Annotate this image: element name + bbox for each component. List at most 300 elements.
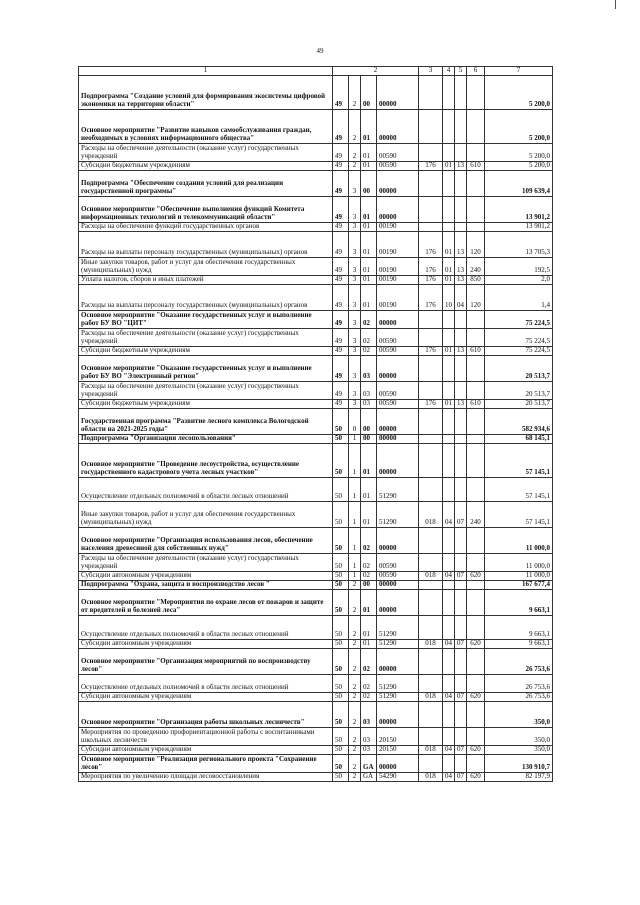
code-direction-cell: 51290 [377, 675, 419, 693]
code-admin-cell [419, 675, 443, 693]
amount-cell: 20 513,7 [485, 356, 553, 382]
code-admin-cell: 018 [419, 773, 443, 782]
code-subsection-cell: 07 [455, 640, 467, 649]
code-section-cell: 01 [443, 258, 455, 276]
code-section-cell [443, 554, 455, 572]
code-section-cell: 01 [443, 276, 455, 285]
code-subprogram-cell: 2 [349, 581, 361, 590]
code-expense-type-cell [467, 144, 485, 162]
code-subprogram-cell: 2 [349, 755, 361, 773]
amount-cell: 350,0 [485, 728, 553, 746]
code-admin-cell [419, 144, 443, 162]
code-subsection-cell [455, 110, 467, 144]
code-admin-cell [419, 478, 443, 502]
code-expense-type-cell [467, 435, 485, 444]
amount-cell: 582 934,6 [485, 409, 553, 435]
table-row [79, 755, 553, 773]
amount-cell: 5 200,0 [485, 162, 553, 171]
row-name-cell: Субсидии автономным учреждениям [79, 746, 333, 755]
code-section-cell: 01 [443, 232, 455, 258]
table-row [79, 232, 553, 258]
code-subprogram-cell: 2 [349, 773, 361, 782]
amount-cell: 5 200,0 [485, 110, 553, 144]
amount-cell: 350,0 [485, 702, 553, 728]
code-event-cell: 01 [361, 444, 377, 478]
table-row [79, 444, 553, 478]
code-subprogram-cell: 2 [349, 590, 361, 616]
code-direction-cell: 51290 [377, 616, 419, 640]
table-row [79, 702, 553, 728]
code-section-cell [443, 311, 455, 329]
code-admin-cell: 018 [419, 693, 443, 702]
code-subprogram-cell: 2 [349, 110, 361, 144]
table-row [79, 356, 553, 382]
table-row [79, 144, 553, 162]
code-subsection-cell [455, 675, 467, 693]
code-program-cell: 49 [333, 400, 349, 409]
code-subsection-cell [455, 478, 467, 502]
code-program-cell: 49 [333, 144, 349, 162]
table-row [79, 773, 553, 782]
code-subprogram-cell: 2 [349, 640, 361, 649]
code-subsection-cell [455, 76, 467, 110]
code-expense-type-cell: 620 [467, 773, 485, 782]
amount-cell: 26 753,6 [485, 693, 553, 702]
row-name-cell: Субсидии бюджетным учреждениям [79, 347, 333, 356]
code-direction-cell: 00000 [377, 444, 419, 478]
code-subsection-cell: 13 [455, 347, 467, 356]
code-program-cell: 50 [333, 693, 349, 702]
code-event-cell: 03 [361, 702, 377, 728]
code-direction-cell: 00000 [377, 581, 419, 590]
code-direction-cell: 00000 [377, 435, 419, 444]
code-event-cell: 00 [361, 435, 377, 444]
code-direction-cell: 00190 [377, 285, 419, 311]
row-name-cell: Расходы на обеспечение деятельности (оказание услуг) государственных учреждений [79, 382, 333, 400]
row-name-cell: Уплата налогов, сборов и иных платежей [79, 276, 333, 285]
code-section-cell: 01 [443, 400, 455, 409]
code-expense-type-cell: 240 [467, 258, 485, 276]
code-expense-type-cell: 850 [467, 276, 485, 285]
table-row [79, 693, 553, 702]
code-admin-cell: 176 [419, 232, 443, 258]
code-program-cell: 50 [333, 478, 349, 502]
table-row [79, 502, 553, 528]
code-section-cell [443, 675, 455, 693]
amount-cell: 350,0 [485, 746, 553, 755]
code-subprogram-cell: 3 [349, 400, 361, 409]
code-event-cell: 03 [361, 356, 377, 382]
code-section-cell: 04 [443, 693, 455, 702]
header-cell: 1 [79, 67, 333, 76]
code-subprogram-cell: 1 [349, 478, 361, 502]
code-direction-cell: 00000 [377, 590, 419, 616]
code-event-cell: 03 [361, 400, 377, 409]
code-expense-type-cell: 610 [467, 162, 485, 171]
table-row [79, 478, 553, 502]
table-row [79, 400, 553, 409]
code-program-cell: 50 [333, 590, 349, 616]
code-section-cell [443, 435, 455, 444]
code-expense-type-cell: 620 [467, 746, 485, 755]
code-subsection-cell [455, 528, 467, 554]
table-row [79, 76, 553, 110]
code-expense-type-cell [467, 590, 485, 616]
row-name-cell: Субсидии автономным учреждениям [79, 572, 333, 581]
code-expense-type-cell [467, 675, 485, 693]
code-event-cell: 03 [361, 382, 377, 400]
code-section-cell [443, 76, 455, 110]
code-admin-cell [419, 554, 443, 572]
code-event-cell: 00 [361, 581, 377, 590]
table-row [79, 746, 553, 755]
code-section-cell [443, 616, 455, 640]
code-section-cell [443, 755, 455, 773]
row-name-cell: Основное мероприятие "Реализация регионального проекта "Сохранение лесов" [79, 755, 333, 773]
code-expense-type-cell [467, 581, 485, 590]
code-admin-cell [419, 311, 443, 329]
amount-cell: 9 663,1 [485, 616, 553, 640]
code-expense-type-cell: 120 [467, 232, 485, 258]
amount-cell: 26 753,6 [485, 675, 553, 693]
code-subsection-cell: 07 [455, 746, 467, 755]
table-row [79, 197, 553, 223]
code-admin-cell: 018 [419, 502, 443, 528]
code-subprogram-cell: 3 [349, 171, 361, 197]
amount-cell: 192,5 [485, 258, 553, 276]
row-name-cell: Основное мероприятие "Организация работы школьных лесничеств" [79, 702, 333, 728]
code-subprogram-cell: 2 [349, 702, 361, 728]
code-subprogram-cell: 3 [349, 311, 361, 329]
code-subprogram-cell: 3 [349, 347, 361, 356]
code-section-cell [443, 382, 455, 400]
code-expense-type-cell [467, 329, 485, 347]
code-subsection-cell [455, 728, 467, 746]
code-program-cell: 50 [333, 572, 349, 581]
code-program-cell: 50 [333, 444, 349, 478]
code-subsection-cell [455, 616, 467, 640]
code-section-cell: 10 [443, 285, 455, 311]
code-expense-type-cell [467, 728, 485, 746]
code-subsection-cell: 13 [455, 258, 467, 276]
code-program-cell: 49 [333, 171, 349, 197]
table-row [79, 171, 553, 197]
code-expense-type-cell [467, 554, 485, 572]
code-subsection-cell: 04 [455, 285, 467, 311]
code-direction-cell: 00000 [377, 755, 419, 773]
row-name-cell: Основное мероприятие "Организация использования лесов, обеспечение населения древесиной для собственных нужд" [79, 528, 333, 554]
code-subprogram-cell: 3 [349, 258, 361, 276]
header-cell: 3 [419, 67, 443, 76]
code-subprogram-cell: 1 [349, 435, 361, 444]
amount-cell: 130 910,7 [485, 755, 553, 773]
code-program-cell: 50 [333, 528, 349, 554]
row-name-cell: Расходы на обеспечение деятельности (оказание услуг) государственных учреждений [79, 554, 333, 572]
code-admin-cell [419, 702, 443, 728]
table-row [79, 528, 553, 554]
code-direction-cell: 00000 [377, 311, 419, 329]
code-direction-cell: 00190 [377, 258, 419, 276]
code-section-cell: 04 [443, 773, 455, 782]
row-name-cell: Осуществление отдельных полномочий в области лесных отношений [79, 675, 333, 693]
code-expense-type-cell: 610 [467, 347, 485, 356]
code-expense-type-cell: 610 [467, 400, 485, 409]
code-subprogram-cell: 2 [349, 675, 361, 693]
code-subprogram-cell: 3 [349, 356, 361, 382]
row-name-cell: Расходы на обеспечение функций государственных органов [79, 223, 333, 232]
code-admin-cell: 176 [419, 162, 443, 171]
code-subprogram-cell: 3 [349, 232, 361, 258]
code-subsection-cell: 07 [455, 773, 467, 782]
header-row [79, 67, 553, 76]
table-row [79, 382, 553, 400]
code-direction-cell: 51290 [377, 478, 419, 502]
code-subprogram-cell: 1 [349, 572, 361, 581]
code-direction-cell: 00000 [377, 528, 419, 554]
code-section-cell [443, 197, 455, 223]
code-subprogram-cell: 2 [349, 162, 361, 171]
code-expense-type-cell [467, 755, 485, 773]
code-admin-cell [419, 590, 443, 616]
code-subsection-cell [455, 444, 467, 478]
code-admin-cell [419, 755, 443, 773]
code-subsection-cell [455, 197, 467, 223]
code-program-cell: 49 [333, 232, 349, 258]
code-event-cell: 01 [361, 197, 377, 223]
code-expense-type-cell [467, 171, 485, 197]
code-event-cell: 03 [361, 746, 377, 755]
code-direction-cell: 00590 [377, 400, 419, 409]
amount-cell: 13 901,2 [485, 197, 553, 223]
code-subprogram-cell: 3 [349, 285, 361, 311]
code-admin-cell [419, 409, 443, 435]
code-section-cell [443, 649, 455, 675]
code-direction-cell: 00190 [377, 223, 419, 232]
code-direction-cell: 54290 [377, 773, 419, 782]
code-event-cell: 01 [361, 144, 377, 162]
code-direction-cell: 51290 [377, 502, 419, 528]
code-program-cell: 50 [333, 502, 349, 528]
code-direction-cell: 00190 [377, 232, 419, 258]
code-expense-type-cell [467, 382, 485, 400]
code-admin-cell [419, 356, 443, 382]
code-program-cell: 49 [333, 162, 349, 171]
row-name-cell: Расходы на выплаты персоналу государственных (муниципальных) органов [79, 232, 333, 258]
code-program-cell: 50 [333, 649, 349, 675]
table-row [79, 640, 553, 649]
code-event-cell: 02 [361, 554, 377, 572]
code-direction-cell: 00000 [377, 76, 419, 110]
amount-cell: 75 224,5 [485, 311, 553, 329]
code-admin-cell [419, 76, 443, 110]
code-direction-cell: 00590 [377, 382, 419, 400]
row-name-cell: Подпрограмма "Охрана, защита и воспроизводство лесов " [79, 581, 333, 590]
code-section-cell [443, 171, 455, 197]
code-program-cell: 49 [333, 347, 349, 356]
code-event-cell: 02 [361, 675, 377, 693]
code-subprogram-cell: 3 [349, 329, 361, 347]
row-name-cell: Основное мероприятие "Проведение лесоустройства, осуществление государственного кадастрового учета лесных участков" [79, 444, 333, 478]
row-name-cell: Осуществление отдельных полномочий в области лесных отношений [79, 616, 333, 640]
code-expense-type-cell [467, 223, 485, 232]
code-admin-cell: 176 [419, 400, 443, 409]
table-row [79, 258, 553, 276]
table-row [79, 276, 553, 285]
code-subsection-cell: 13 [455, 232, 467, 258]
code-subsection-cell [455, 144, 467, 162]
code-event-cell: 03 [361, 728, 377, 746]
code-event-cell: 02 [361, 329, 377, 347]
row-name-cell: Основное мероприятие "Оказание государственных услуг и выполнение работ БУ ВО "ЦИТ" [79, 311, 333, 329]
row-name-cell: Иные закупки товаров, работ и услуг для обеспечения государственных (муниципальных) нужд [79, 502, 333, 528]
code-program-cell: 49 [333, 197, 349, 223]
row-name-cell: Осуществление отдельных полномочий в области лесных отношений [79, 478, 333, 502]
code-expense-type-cell [467, 197, 485, 223]
code-event-cell: 01 [361, 590, 377, 616]
table-row [79, 285, 553, 311]
code-subsection-cell [455, 590, 467, 616]
code-admin-cell [419, 110, 443, 144]
header-cell: 7 [485, 67, 553, 76]
code-section-cell [443, 478, 455, 502]
code-subprogram-cell: 3 [349, 276, 361, 285]
code-section-cell [443, 702, 455, 728]
code-event-cell: 02 [361, 311, 377, 329]
code-event-cell: 00 [361, 76, 377, 110]
table-row [79, 590, 553, 616]
amount-cell: 9 663,1 [485, 640, 553, 649]
amount-cell: 57 145,1 [485, 444, 553, 478]
code-admin-cell [419, 329, 443, 347]
code-subsection-cell [455, 329, 467, 347]
page-number: 49 [316, 47, 324, 55]
code-expense-type-cell [467, 702, 485, 728]
row-name-cell: Основное мероприятие "Мероприятия по охране лесов от пожаров и защите от вредителей и болезней леса" [79, 590, 333, 616]
code-section-cell: 04 [443, 502, 455, 528]
code-subprogram-cell: 2 [349, 728, 361, 746]
code-admin-cell [419, 382, 443, 400]
code-section-cell [443, 581, 455, 590]
row-name-cell: Мероприятия по увеличению площади лесовосстановления [79, 773, 333, 782]
code-direction-cell: 00590 [377, 329, 419, 347]
code-direction-cell: 00000 [377, 171, 419, 197]
row-name-cell: Иные закупки товаров, работ и услуг для обеспечения государственных (муниципальных) нужд [79, 258, 333, 276]
code-subsection-cell: 13 [455, 162, 467, 171]
code-subsection-cell [455, 649, 467, 675]
code-subsection-cell: 07 [455, 572, 467, 581]
code-program-cell: 49 [333, 382, 349, 400]
code-admin-cell: 018 [419, 746, 443, 755]
code-admin-cell [419, 728, 443, 746]
code-program-cell: 49 [333, 223, 349, 232]
code-admin-cell [419, 223, 443, 232]
code-subsection-cell [455, 702, 467, 728]
code-section-cell [443, 144, 455, 162]
code-admin-cell [419, 435, 443, 444]
code-expense-type-cell: 620 [467, 572, 485, 581]
amount-cell: 26 753,6 [485, 649, 553, 675]
code-subprogram-cell: 2 [349, 693, 361, 702]
code-event-cell: 01 [361, 110, 377, 144]
code-program-cell: 49 [333, 329, 349, 347]
code-section-cell: 04 [443, 640, 455, 649]
amount-cell: 13 901,2 [485, 223, 553, 232]
code-section-cell [443, 223, 455, 232]
code-event-cell: 02 [361, 649, 377, 675]
code-subsection-cell [455, 581, 467, 590]
code-expense-type-cell: 620 [467, 693, 485, 702]
code-event-cell: 02 [361, 572, 377, 581]
header-cell: 6 [467, 67, 485, 76]
code-program-cell: 50 [333, 746, 349, 755]
code-subsection-cell: 07 [455, 502, 467, 528]
amount-cell: 82 197,9 [485, 773, 553, 782]
code-admin-cell [419, 528, 443, 554]
code-event-cell: 01 [361, 276, 377, 285]
code-admin-cell: 018 [419, 640, 443, 649]
code-program-cell: 50 [333, 773, 349, 782]
code-program-cell: 50 [333, 435, 349, 444]
table-row [79, 409, 553, 435]
code-event-cell: 02 [361, 528, 377, 554]
amount-cell: 75 224,5 [485, 347, 553, 356]
amount-cell: 75 224,5 [485, 329, 553, 347]
table-row [79, 329, 553, 347]
code-direction-cell: 51290 [377, 693, 419, 702]
code-admin-cell [419, 171, 443, 197]
code-program-cell: 50 [333, 640, 349, 649]
code-subsection-cell [455, 356, 467, 382]
table-row [79, 223, 553, 232]
code-program-cell: 50 [333, 702, 349, 728]
amount-cell: 1,4 [485, 285, 553, 311]
table-row [79, 649, 553, 675]
code-subprogram-cell: 1 [349, 554, 361, 572]
code-section-cell: 01 [443, 347, 455, 356]
row-name-cell: Мероприятия по проведению профориентационной работы с воспитанниками школьных лесничеств [79, 728, 333, 746]
code-direction-cell: 20150 [377, 728, 419, 746]
code-subprogram-cell: 2 [349, 144, 361, 162]
code-direction-cell: 00000 [377, 409, 419, 435]
amount-cell: 20 513,7 [485, 400, 553, 409]
table-row [79, 572, 553, 581]
row-name-cell: Подпрограмма "Организация лесопользования" [79, 435, 333, 444]
code-subsection-cell [455, 554, 467, 572]
code-subsection-cell [455, 311, 467, 329]
code-event-cell: 00 [361, 409, 377, 435]
header-cell: 2 [333, 67, 419, 76]
code-subsection-cell: 13 [455, 276, 467, 285]
code-subprogram-cell: 3 [349, 223, 361, 232]
code-admin-cell: 176 [419, 258, 443, 276]
code-direction-cell: 00590 [377, 554, 419, 572]
code-admin-cell [419, 197, 443, 223]
code-program-cell: 50 [333, 675, 349, 693]
header-cell: 4 [443, 67, 455, 76]
code-event-cell: 01 [361, 502, 377, 528]
code-expense-type-cell [467, 311, 485, 329]
code-program-cell: 50 [333, 616, 349, 640]
table-row [79, 728, 553, 746]
code-expense-type-cell: 620 [467, 640, 485, 649]
code-expense-type-cell [467, 409, 485, 435]
code-section-cell: 04 [443, 572, 455, 581]
code-direction-cell: 20150 [377, 746, 419, 755]
code-subprogram-cell: 1 [349, 444, 361, 478]
code-admin-cell: 176 [419, 276, 443, 285]
table-row [79, 435, 553, 444]
code-subprogram-cell: 2 [349, 76, 361, 110]
